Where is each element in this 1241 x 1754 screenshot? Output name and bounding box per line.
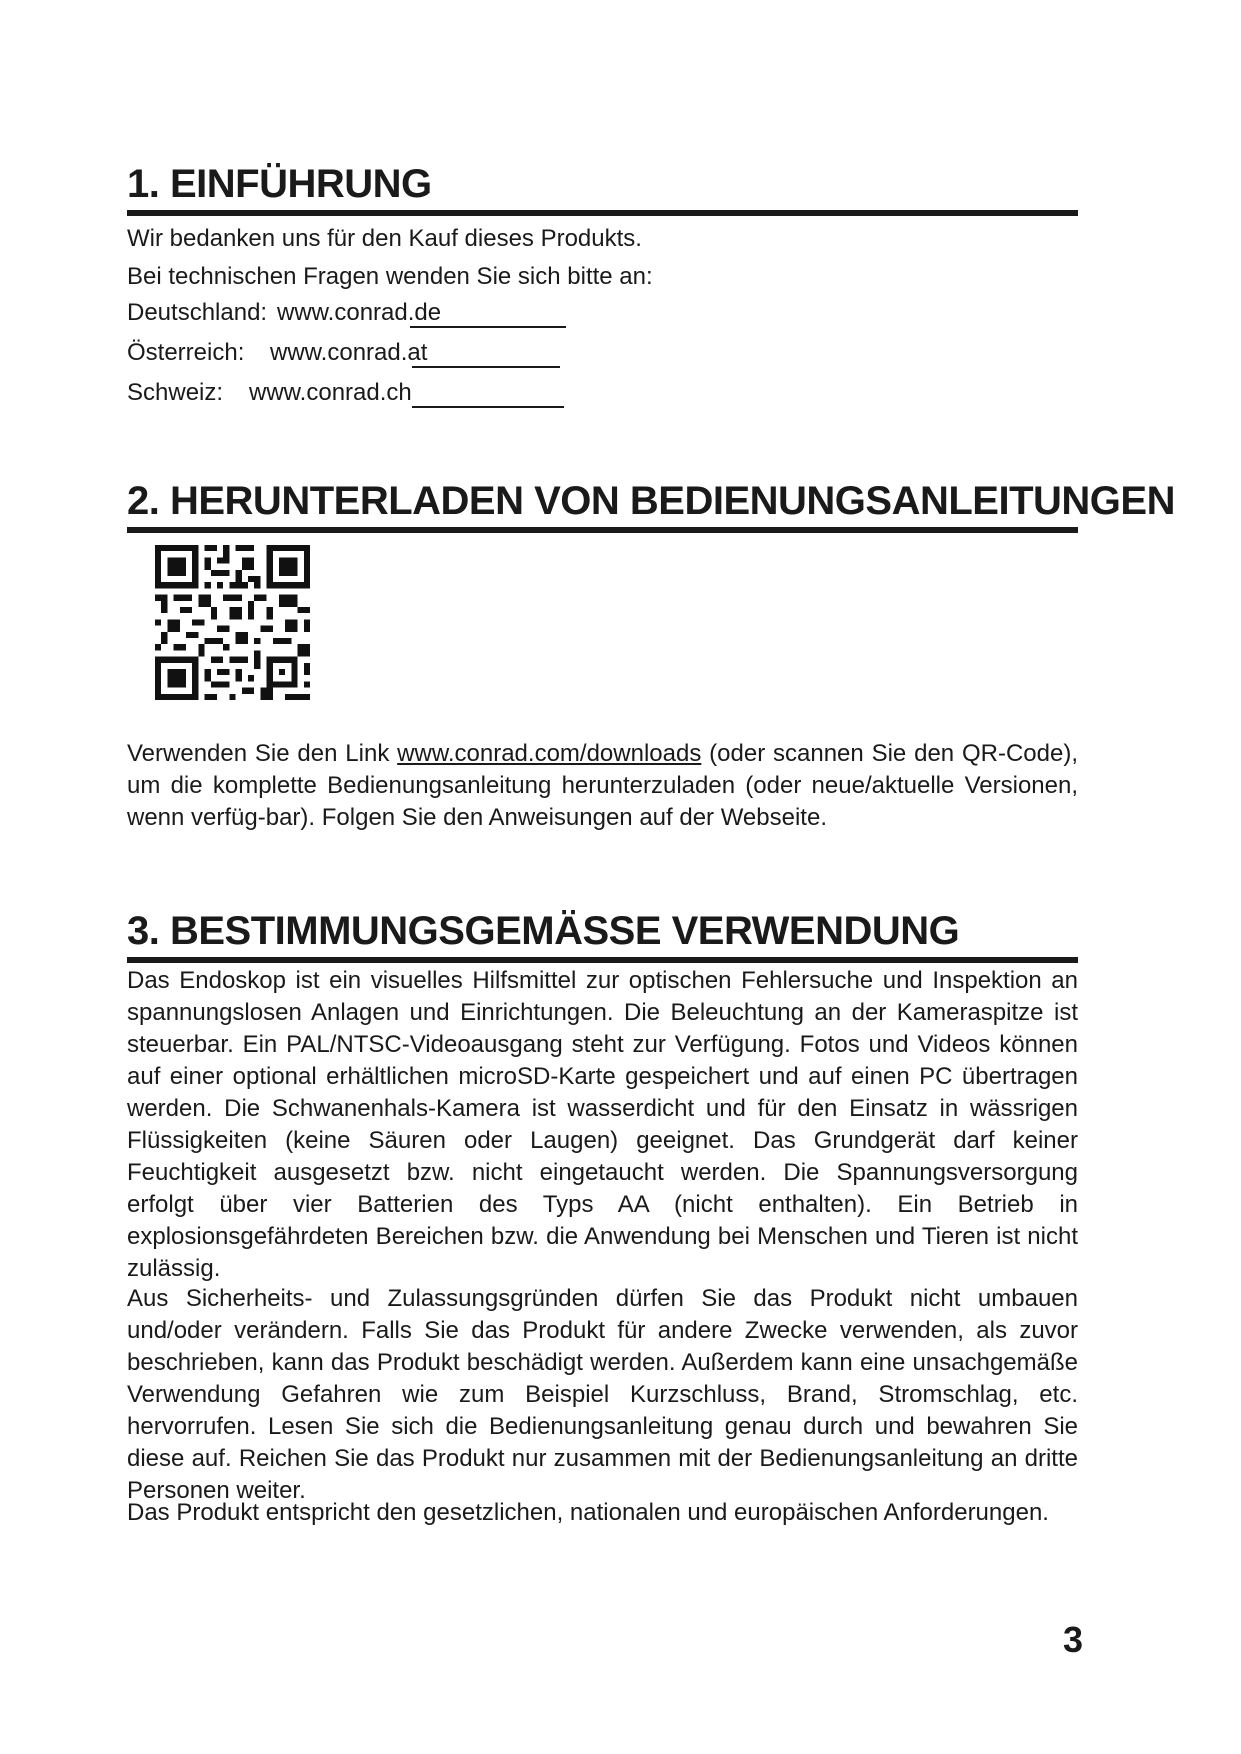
contact-label: Deutschland: xyxy=(127,299,268,326)
fill-in-line xyxy=(412,406,564,408)
contact-url[interactable]: www.conrad.at xyxy=(270,339,428,366)
contact-row-switzerland xyxy=(127,378,412,408)
page-number: 3 xyxy=(1062,1619,1083,1660)
contact-row-austria xyxy=(127,338,428,368)
contact-row-germany xyxy=(127,298,442,328)
fill-in-line xyxy=(412,366,560,368)
qr-code-icon xyxy=(155,545,310,700)
download-text-before-link: Verwenden Sie den Link xyxy=(127,740,398,767)
download-text-after-link: (oder scannen Sie den QR-Code), um die komplette Bedienungsanleitung herunterzuladen (oder neue/aktuelle Versionen, wenn verfüg-bar). Folgen Sie den Anweisungen auf der Webseite. xyxy=(127,740,1078,831)
contact-url[interactable]: www.conrad.de xyxy=(277,299,442,326)
fill-in-line xyxy=(410,326,566,328)
section-3-heading: 3. BESTIMMUNGSGEMÄSSE VERWENDUNG xyxy=(127,907,1078,963)
download-instructions xyxy=(127,738,1078,834)
thanks-text: Wir bedanken uns für den Kauf dieses Produkts. xyxy=(127,225,642,252)
intended-use-paragraph: Das Endoskop ist ein visuelles Hilfsmittel zur optischen Fehlersuche und Inspektion an spannungslosen Anlagen und Einrichtungen. Die Beleuchtung an der Kameraspitze ist steuerbar. Ein PAL/NTSC-Videoausgang steht zur Verfügung. Fotos und Videos können auf einer optional erhältlichen microSD-Karte gespeichert und auf einen PC übertragen werden. Die Schwanenhals-Kamera ist wasserdicht und für den Einsatz in wässrigen Flüssigkeiten (keine Säuren oder Laugen) geeignet. Das Grundgerät darf keiner Feuchtigkeit ausgesetzt bzw. nicht eingetaucht werden. Die Spannungsversorgung erfolgt über vier Batterien des Typs AA (nicht enthalten). Ein Betrieb in explosionsgefährdeten Bereichen bzw. die Anwendung bei Menschen und Tieren ist nicht zulässig. xyxy=(127,967,1078,1282)
compliance-paragraph: Das Produkt entspricht den gesetzlichen, nationalen und europäischen Anforderungen. xyxy=(127,1499,1049,1526)
section-2-heading: 2. HERUNTERLADEN VON BEDIENUNGSANLEITUNGEN xyxy=(127,477,1078,533)
contact-label: Schweiz: xyxy=(127,379,224,406)
download-link[interactable]: www.conrad.com/downloads xyxy=(397,740,702,767)
section-1-heading: 1. EINFÜHRUNG xyxy=(127,160,1078,216)
questions-text: Bei technischen Fragen wenden Sie sich bitte an: xyxy=(127,263,653,290)
contact-url[interactable]: www.conrad.ch xyxy=(249,379,412,406)
contact-label: Österreich: xyxy=(127,339,245,366)
safety-paragraph: Aus Sicherheits- und Zulassungsgründen dürfen Sie das Produkt nicht umbauen und/oder verändern. Falls Sie das Produkt für andere Zwecke verwenden, als zuvor beschrieben, kann das Produkt beschädigt werden. Außerdem kann eine unsachgemäße Verwendung Gefahren wie zum Beispiel Kurzschluss, Brand, Stromschlag, etc. hervorrufen. Lesen Sie sich die Bedienungsanleitung genau durch und bewahren Sie diese auf. Reichen Sie das Produkt nur zusammen mit der Bedienungsanleitung an dritte Personen weiter. xyxy=(127,1285,1078,1504)
